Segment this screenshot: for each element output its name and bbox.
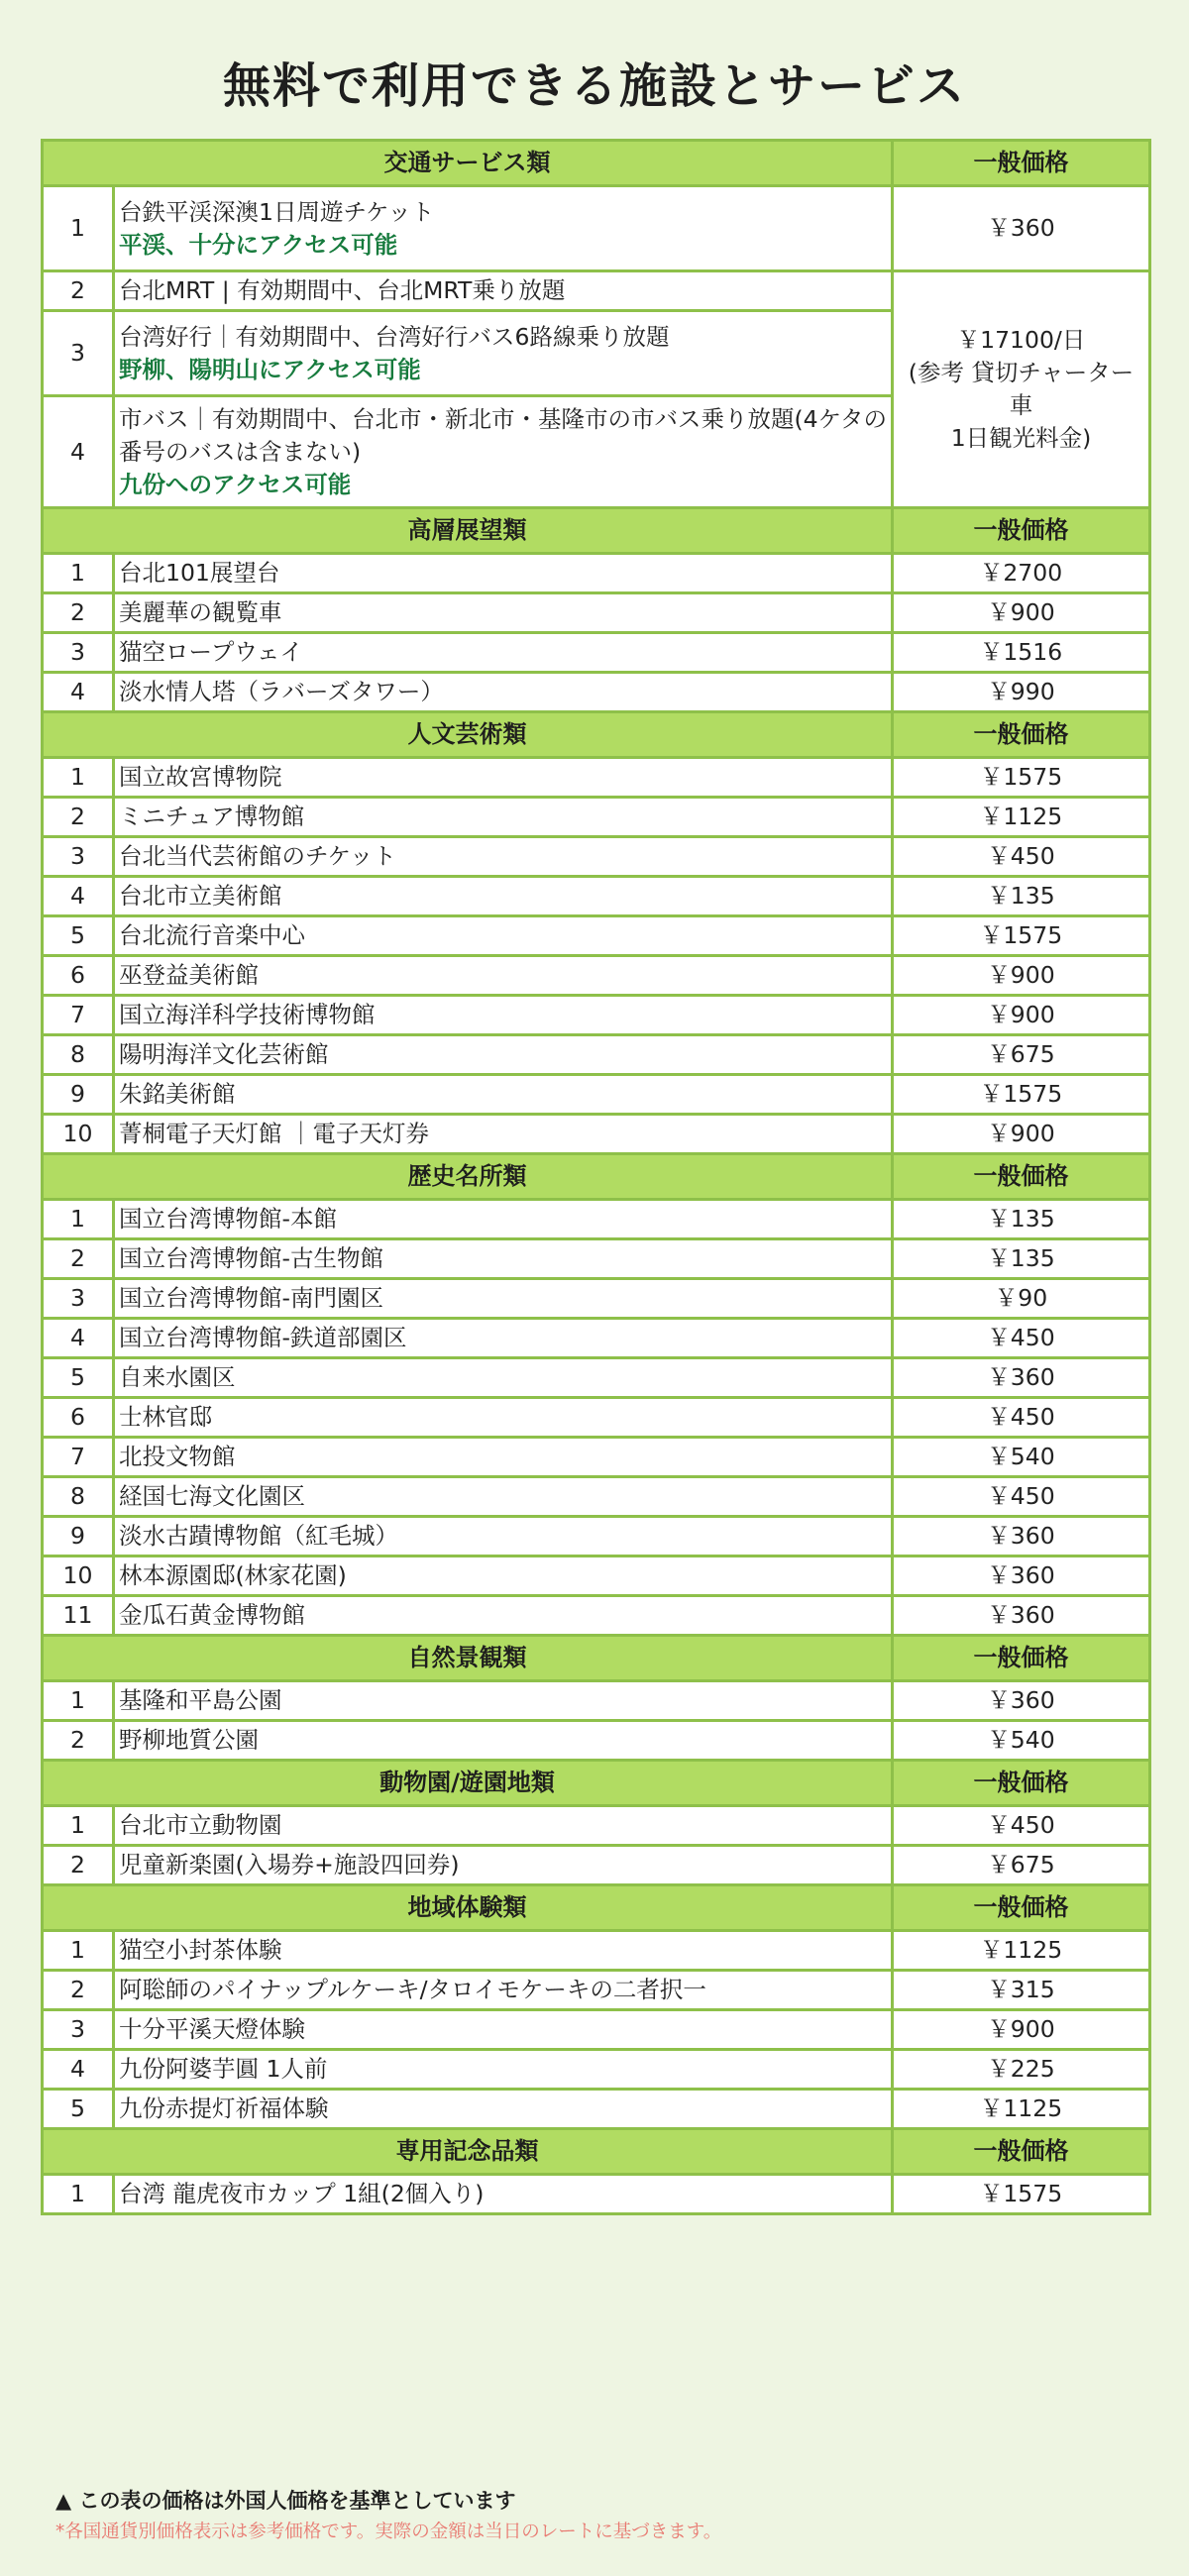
row-number: 11 [43, 1596, 114, 1636]
category-header-row [43, 141, 1150, 186]
item-name: 国立海洋科学技術博物館 [114, 996, 893, 1035]
category-label: 交通サービス類 [43, 141, 893, 186]
item-name: 朱銘美術館 [114, 1075, 893, 1115]
price-column-header: 一般価格 [893, 1761, 1150, 1806]
item-name: 国立故宮博物院 [114, 758, 893, 798]
item-price: ￥360 [893, 1517, 1150, 1556]
footnote-sub: *各国通貨別価格表示は参考価格です。実際の金額は当日のレートに基づきます。 [55, 2522, 722, 2542]
item-name: 台北市立動物園 [114, 1806, 893, 1846]
row-number: 1 [43, 1681, 114, 1721]
item-price: ￥900 [893, 593, 1150, 633]
row-number: 1 [43, 1200, 114, 1239]
table-row [43, 798, 1150, 837]
row-number: 8 [43, 1477, 114, 1517]
item-name: 台北101展望台 [114, 554, 893, 593]
item-price: ￥900 [893, 2010, 1150, 2050]
table-row [43, 2175, 1150, 2214]
item-name: 士林官邸 [114, 1398, 893, 1438]
item-name: 十分平溪天燈体験 [114, 2010, 893, 2050]
item-price: ￥900 [893, 1115, 1150, 1154]
item-name: 金瓜石黄金博物館 [114, 1596, 893, 1636]
table-row [43, 1721, 1150, 1761]
table-row [43, 758, 1150, 798]
item-name: 国立台湾博物館-本館 [114, 1200, 893, 1239]
row-number: 3 [43, 2010, 114, 2050]
category-label: 高層展望類 [43, 508, 893, 554]
access-note: 平渓、十分にアクセス可能 [119, 230, 398, 259]
category-label: 人文芸術類 [43, 712, 893, 758]
table-row [43, 271, 1150, 311]
category-header-row [43, 1636, 1150, 1681]
table-row [43, 1115, 1150, 1154]
row-number: 4 [43, 673, 114, 712]
item-name: 台北流行音楽中心 [114, 916, 893, 956]
row-number: 3 [43, 633, 114, 673]
access-note: 野柳、陽明山にアクセス可能 [119, 355, 421, 383]
row-number: 5 [43, 1358, 114, 1398]
item-name: 自来水園区 [114, 1358, 893, 1398]
table-row [43, 1556, 1150, 1596]
table-row [43, 633, 1150, 673]
table-row [43, 837, 1150, 877]
category-header-row [43, 1885, 1150, 1931]
price-column-header: 一般価格 [893, 1885, 1150, 1931]
item-price: ￥540 [893, 1438, 1150, 1477]
item-name-text: 台鉄平渓深澳1日周遊チケット [119, 197, 435, 226]
price-column-header: 一般価格 [893, 712, 1150, 758]
item-price: ￥1125 [893, 2090, 1150, 2129]
row-number: 4 [43, 396, 114, 508]
row-number: 7 [43, 1438, 114, 1477]
row-number: 2 [43, 798, 114, 837]
row-number: 9 [43, 1075, 114, 1115]
item-name: 基隆和平島公園 [114, 1681, 893, 1721]
item-price: ￥450 [893, 1398, 1150, 1438]
table-row [43, 1681, 1150, 1721]
row-number: 1 [43, 758, 114, 798]
item-price: ￥2700 [893, 554, 1150, 593]
item-name: 猫空小封茶体験 [114, 1931, 893, 1971]
item-price: ￥135 [893, 877, 1150, 916]
row-number: 1 [43, 1806, 114, 1846]
item-price: ￥360 [893, 1358, 1150, 1398]
item-name: 猫空ロープウェイ [114, 633, 893, 673]
item-price: ￥1125 [893, 798, 1150, 837]
table-row [43, 2010, 1150, 2050]
row-number: 4 [43, 877, 114, 916]
table-row [43, 554, 1150, 593]
table-row [43, 673, 1150, 712]
item-name: 台湾 龍虎夜市カップ 1組(2個入り) [114, 2175, 893, 2214]
table-row [43, 1931, 1150, 1971]
item-name: 野柳地質公園 [114, 1721, 893, 1761]
item-name: 美麗華の観覧車 [114, 593, 893, 633]
item-price: ￥1516 [893, 633, 1150, 673]
item-name: 台北MRT | 有効期間中、台北MRT乗り放題 [114, 271, 893, 311]
table-row [43, 1200, 1150, 1239]
item-price: ￥135 [893, 1200, 1150, 1239]
item-name: 九份赤提灯祈福体験 [114, 2090, 893, 2129]
table-row [43, 1846, 1150, 1885]
item-price: ￥900 [893, 996, 1150, 1035]
item-name: 陽明海洋文化芸術館 [114, 1035, 893, 1075]
item-price: ￥360 [893, 186, 1150, 271]
row-number: 3 [43, 1279, 114, 1319]
price-column-header: 一般価格 [893, 2129, 1150, 2175]
table-row [43, 916, 1150, 956]
item-price: ￥990 [893, 673, 1150, 712]
item-name-text: 台湾好行｜有効期間中、台湾好行バス6路線乗り放題 [119, 322, 670, 351]
table-row [43, 1279, 1150, 1319]
category-label: 歴史名所類 [43, 1154, 893, 1200]
merged-price [893, 271, 1150, 508]
row-number: 5 [43, 2090, 114, 2129]
item-price: ￥225 [893, 2050, 1150, 2090]
row-number: 2 [43, 593, 114, 633]
row-number: 2 [43, 1721, 114, 1761]
table-row [43, 1517, 1150, 1556]
category-header-row [43, 508, 1150, 554]
table-row [43, 1806, 1150, 1846]
row-number: 1 [43, 2175, 114, 2214]
item-name: 国立台湾博物館-古生物館 [114, 1239, 893, 1279]
item-name: 淡水情人塔（ラバーズタワー） [114, 673, 893, 712]
item-price: ￥315 [893, 1971, 1150, 2010]
item-name: 巫登益美術館 [114, 956, 893, 996]
item-name [114, 311, 893, 396]
item-price: ￥1575 [893, 2175, 1150, 2214]
item-price: ￥1575 [893, 758, 1150, 798]
item-name: 国立台湾博物館-鉄道部園区 [114, 1319, 893, 1358]
table-row [43, 1358, 1150, 1398]
table-row [43, 2090, 1150, 2129]
row-number: 4 [43, 1319, 114, 1358]
item-price: ￥450 [893, 1806, 1150, 1846]
price-column-header: 一般価格 [893, 1636, 1150, 1681]
category-header-row [43, 712, 1150, 758]
item-price: ￥1125 [893, 1931, 1150, 1971]
table-row [43, 1971, 1150, 2010]
row-number: 5 [43, 916, 114, 956]
item-name: 国立台湾博物館-南門園区 [114, 1279, 893, 1319]
item-price: ￥360 [893, 1556, 1150, 1596]
category-header-row [43, 1761, 1150, 1806]
item-name: 淡水古蹟博物館（紅毛城） [114, 1517, 893, 1556]
row-number: 2 [43, 1846, 114, 1885]
item-price: ￥900 [893, 956, 1150, 996]
table-row [43, 1239, 1150, 1279]
category-label: 自然景観類 [43, 1636, 893, 1681]
row-number: 2 [43, 1239, 114, 1279]
row-number: 2 [43, 1971, 114, 2010]
row-number: 1 [43, 1931, 114, 1971]
item-name [114, 396, 893, 508]
category-header-row [43, 1154, 1150, 1200]
table-row [43, 996, 1150, 1035]
row-number: 1 [43, 186, 114, 271]
row-number: 2 [43, 271, 114, 311]
item-price: ￥450 [893, 1319, 1150, 1358]
item-name: ミニチュア博物館 [114, 798, 893, 837]
item-price: ￥540 [893, 1721, 1150, 1761]
item-price: ￥360 [893, 1596, 1150, 1636]
item-price: ￥135 [893, 1239, 1150, 1279]
row-number: 10 [43, 1556, 114, 1596]
item-name [114, 186, 893, 271]
item-price: ￥675 [893, 1035, 1150, 1075]
item-name: 九份阿婆芋圓 1人前 [114, 2050, 893, 2090]
item-price: ￥1575 [893, 1075, 1150, 1115]
price-column-header: 一般価格 [893, 1154, 1150, 1200]
row-number: 3 [43, 837, 114, 877]
item-price: ￥90 [893, 1279, 1150, 1319]
row-number: 3 [43, 311, 114, 396]
table-row [43, 1319, 1150, 1358]
row-number: 10 [43, 1115, 114, 1154]
table-row [43, 593, 1150, 633]
table-row [43, 1477, 1150, 1517]
category-label: 動物園/遊園地類 [43, 1761, 893, 1806]
table-row [43, 877, 1150, 916]
price-column-header: 一般価格 [893, 508, 1150, 554]
item-name: 林本源園邸(林家花園) [114, 1556, 893, 1596]
item-name: 経国七海文化園区 [114, 1477, 893, 1517]
category-label: 地域体験類 [43, 1885, 893, 1931]
item-price: ￥450 [893, 1477, 1150, 1517]
table-row [43, 1075, 1150, 1115]
item-name: 阿聡師のパイナップルケーキ/タロイモケーキの二者択一 [114, 1971, 893, 2010]
item-price: ￥450 [893, 837, 1150, 877]
item-name: 菁桐電子天灯館 ｜電子天灯券 [114, 1115, 893, 1154]
table-row [43, 2050, 1150, 2090]
table-row [43, 1398, 1150, 1438]
row-number: 6 [43, 956, 114, 996]
price-column-header: 一般価格 [893, 141, 1150, 186]
row-number: 4 [43, 2050, 114, 2090]
footnote-main: ▲ この表の価格は外国人価格を基準としています [55, 2489, 516, 2513]
category-label: 専用記念品類 [43, 2129, 893, 2175]
access-note: 九份へのアクセス可能 [119, 470, 352, 498]
merged-price-text: ￥17100/日 (参考 貸切チャーター車 1日観光料金) [908, 326, 1135, 452]
table-row [43, 1596, 1150, 1636]
item-name: 児童新楽園(入場券+施設四回券) [114, 1846, 893, 1885]
table-row [43, 1035, 1150, 1075]
row-number: 9 [43, 1517, 114, 1556]
item-name: 台北市立美術館 [114, 877, 893, 916]
item-price: ￥1575 [893, 916, 1150, 956]
item-name: 台北当代芸術館のチケット [114, 837, 893, 877]
page-title: 無料で利用できる施設とサービス [222, 58, 966, 114]
item-name: 北投文物館 [114, 1438, 893, 1477]
item-name-text: 市バス｜有効期間中、台北市・新北市・基隆市の市バス乗り放題(4ケタの番号のバスは含まない) [119, 404, 887, 466]
price-table [41, 139, 1151, 2215]
table-row [43, 1438, 1150, 1477]
row-number: 1 [43, 554, 114, 593]
row-number: 7 [43, 996, 114, 1035]
item-price: ￥675 [893, 1846, 1150, 1885]
row-number: 6 [43, 1398, 114, 1438]
row-number: 8 [43, 1035, 114, 1075]
item-price: ￥360 [893, 1681, 1150, 1721]
table-row [43, 186, 1150, 271]
category-header-row [43, 2129, 1150, 2175]
table-row [43, 956, 1150, 996]
